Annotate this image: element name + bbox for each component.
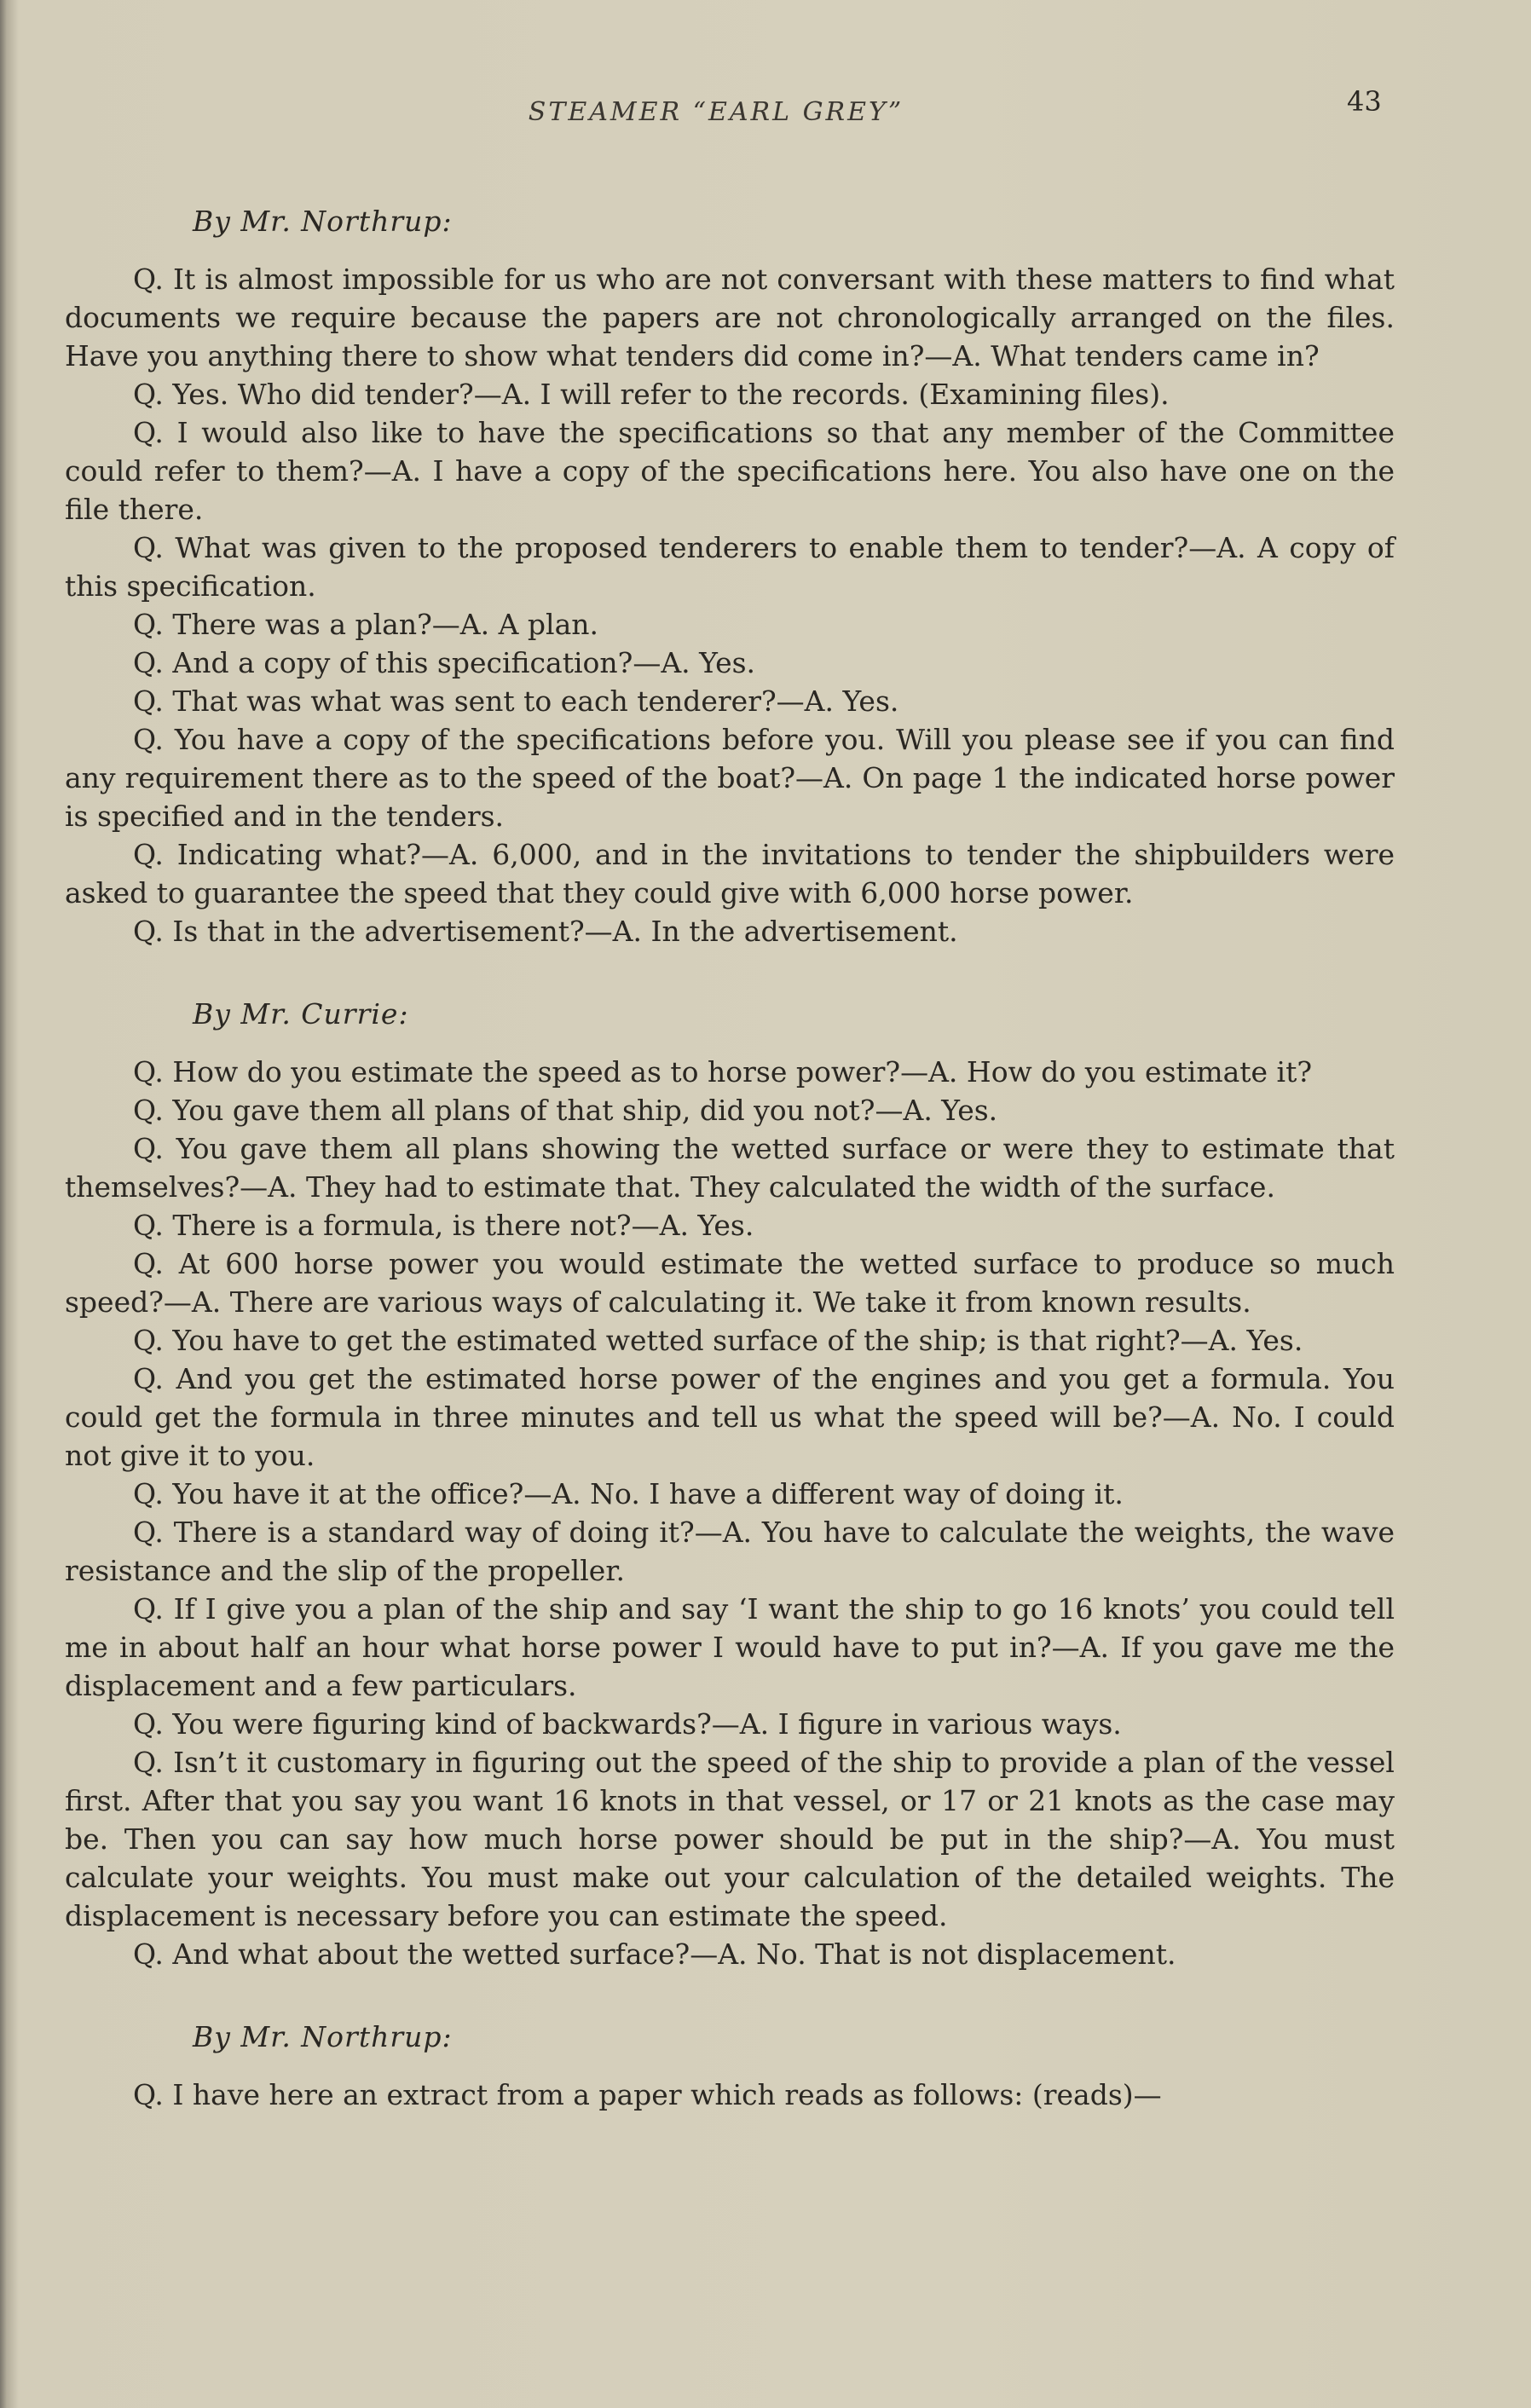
qa-paragraph: Q. Is that in the advertisement?—A. In the advertisement.	[133, 915, 958, 948]
qa-paragraph: Q. Isn’t it customary in figuring out the speed of the ship to provide a plan of the vessel first. After that you say you want 16 knots in that vessel, or 17 or 21 knots as the case may be. Then you can say how much horse power should be put in the ship?—A. You must calculate your weights. You must make out your calculation of the detailed weights. The displacement is necessary before you can estimate the speed.	[65, 1746, 1395, 1932]
qa-paragraph: Q. You have it at the office?—A. No. I have a different way of doing it.	[133, 1477, 1124, 1510]
qa-paragraph: Q. That was what was sent to each tenderer?—A. Yes.	[133, 684, 899, 718]
running-title: STEAMER “EARL GREY”	[528, 97, 904, 127]
page-number: 43	[1347, 85, 1382, 118]
qa-paragraph: Q. And a copy of this specification?—A. Yes.	[133, 646, 756, 679]
qa-paragraph: Q. Yes. Who did tender?—A. I will refer to the records. (Examining files).	[133, 378, 1170, 411]
qa-paragraph: Q. If I give you a plan of the ship and say ‘I want the ship to go 16 knots’ you could tell me in about half an hour what horse power I would have to put in?—A. If you gave me the displacement and a few particulars.	[65, 1592, 1395, 1702]
qa-paragraph: Q. I would also like to have the specifications so that any member of the Committee could refer to them?—A. I have a copy of the specifications here. You also have one on the file there.	[65, 416, 1395, 526]
qa-paragraph: Q. What was given to the proposed tenderers to enable them to tender?—A. A copy of this specification.	[65, 531, 1395, 603]
qa-paragraph: Q. You gave them all plans showing the wetted surface or were they to estimate that themselves?—A. They had to estimate that. They calculated the width of the surface.	[65, 1132, 1395, 1204]
qa-paragraph: Q. And what about the wetted surface?—A. No. That is not displacement.	[133, 1937, 1176, 1971]
qa-paragraph: Q. I have here an extract from a paper which reads as follows: (reads)—	[133, 2078, 1162, 2111]
qa-paragraph: Q. There is a standard way of doing it?—A. You have to calculate the weights, the wave resistance and the slip of the propeller.	[65, 1516, 1395, 1587]
qa-paragraph: Q. How do you estimate the speed as to horse power?—A. How do you estimate it?	[133, 1055, 1313, 1089]
qa-paragraph: Q. At 600 horse power you would estimate the wetted surface to produce so much speed?—A. There are various ways of calculating it. We take it from known results.	[65, 1247, 1395, 1319]
qa-paragraph: Q. Indicating what?—A. 6,000, and in the invitations to tender the shipbuilders were asked to guarantee the speed that they could give with 6,000 horse power.	[65, 838, 1395, 909]
qa-paragraph: Q. There is a formula, is there not?—A. Yes.	[133, 1209, 754, 1242]
speaker-heading: By Mr. Northrup:	[193, 2020, 453, 2053]
qa-paragraph: Q. There was a plan?—A. A plan.	[133, 608, 599, 641]
body-text	[65, 183, 1395, 2114]
qa-paragraph: Q. You have a copy of the specifications before you. Will you please see if you can find any requirement there as to the speed of the boat?—A. On page 1 the indicated horse power is specified and in the tenders.	[65, 723, 1395, 833]
qa-paragraph: Q. You gave them all plans of that ship, did you not?—A. Yes.	[133, 1094, 998, 1127]
qa-paragraph: Q. You have to get the estimated wetted surface of the ship; is that right?—A. Yes.	[133, 1324, 1303, 1357]
qa-paragraph: Q. And you get the estimated horse power of the engines and you get a formula. You could get the formula in three minutes and tell us what the speed will be?—A. No. I could not give it to you.	[65, 1362, 1395, 1472]
speaker-heading: By Mr. Currie:	[193, 997, 409, 1031]
qa-paragraph: Q. You were figuring kind of backwards?—A. I figure in various ways.	[133, 1707, 1122, 1741]
speaker-heading: By Mr. Northrup:	[193, 205, 453, 238]
page-header	[0, 85, 1531, 136]
qa-paragraph: Q. It is almost impossible for us who are not conversant with these matters to find what documents we require because the papers are not chronologically arranged on the files. Have you anything there to show what tenders did come in?—A. What tenders came in?	[65, 263, 1395, 372]
